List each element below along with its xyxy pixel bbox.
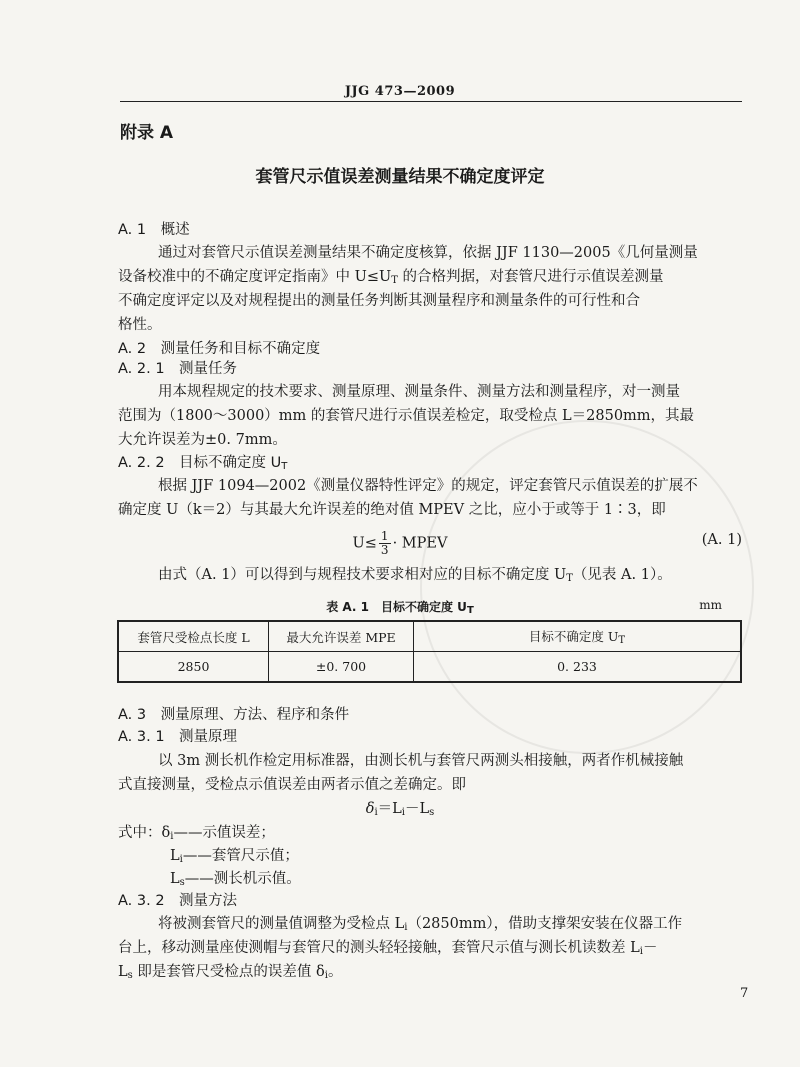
table-header-cell: 套管尺受检点长度 L <box>118 621 269 652</box>
section-a32-heading: A. 3. 2 测量方法 <box>118 893 238 909</box>
a1-paragraph-line-2: 设备校准中的不确定度评定指南》中 $U\le U_T$ 的合格判据，对套管尺进行示值误差测量 <box>118 269 664 286</box>
a31-line-1: 以 3m 测长机作检定用标准器，由测长机与套管尺两测头相接触，两者作机械接触 <box>158 753 684 769</box>
a32-line-1: 将被测套管尺的测量值调整为受检点 $L_i(2850mm)$，借助支撑架安装在仪器工作 <box>158 916 683 933</box>
table-header-cell: 最大允许误差 MPE <box>269 621 414 652</box>
where-line-2: $L_i——$套管尺示值； <box>170 848 299 865</box>
a21-line-1: 用本规程规定的技术要求、测量原理、测量条件、测量方法和测量程序，对一测量 <box>158 384 680 400</box>
equation-delta: $\delta_i=L_i-L_s$ <box>365 801 435 818</box>
appendix-label: 附录 A <box>120 123 174 143</box>
a1-paragraph-line-1: 通过对套管尺示值误差测量结果不确定度核算，依据 JJF 1130—2005《几何量测量 <box>158 245 698 261</box>
section-a1-heading: A. 1 概述 <box>118 222 190 238</box>
a1-paragraph-line-3: 不确定度评定以及对规程提出的测量任务判断其测量程序和测量条件的可行性和合 <box>118 293 640 309</box>
a22-line-1: 根据 JJF 1094—2002《测量仪器特性评定》的规定，评定套管尺示值误差的扩展不 <box>158 478 698 494</box>
a32-line-3: $L_s$ 即是套管尺受检点的误差值 $\delta_i$。 <box>118 964 343 981</box>
table-cell: 2850 <box>118 652 269 683</box>
a22-line-2: 确定度 U（k＝2）与其最大允许误差的绝对值 MPEV 之比，应小于或等于 1∶3，即 <box>118 502 666 518</box>
where-line-3: $L_s——$测长机示值。 <box>170 871 301 888</box>
a21-line-3: 大允许误差为±0. 7mm。 <box>118 432 287 448</box>
section-a31-heading: A. 3. 1 测量原理 <box>118 729 238 745</box>
a21-line-2: 范围为（1800～3000）mm 的套管尺进行示值误差检定，取受检点 L＝2850mm，其最 <box>118 408 695 424</box>
a32-line-2: 台上，移动测量座使测帽与套管尺的测头轻轻接触，套管尺示值与测长机读数差 $L_i-$ <box>118 940 658 957</box>
equation-a1-label: (A. 1) <box>701 532 742 548</box>
table-header-row <box>118 621 741 652</box>
where-line-1: 式中：$\delta_i——$示值误差； <box>118 825 275 842</box>
section-a22-heading: A. 2. 2 目标不确定度 $U_T$ <box>118 455 288 472</box>
header-rule <box>120 101 742 102</box>
equation-a1: U≤ $\frac{1}{3}$ · MPEV <box>352 529 448 557</box>
table-cell: 0. 233 <box>414 652 742 683</box>
section-a3-heading: A. 3 测量原理、方法、程序和条件 <box>118 707 350 723</box>
table-row <box>118 652 741 683</box>
uncertainty-table <box>117 620 742 683</box>
a31-line-2: 式直接测量，受检点示值误差由两者示值之差确定。即 <box>118 777 466 793</box>
table-cell: ±0. 700 <box>269 652 414 683</box>
table-caption: 表 A. 1 目标不确定度 $U_T$ <box>326 600 474 616</box>
page-header-code: JJG 473—2009 <box>344 84 456 99</box>
section-a21-heading: A. 2. 1 测量任务 <box>118 361 238 377</box>
a22-line-3: 由式（A. 1）可以得到与规程技术要求相对应的目标不确定度 $U_T$（见表 A. 1）。 <box>158 567 672 584</box>
document-title: 套管尺示值误差测量结果不确定度评定 <box>255 167 545 187</box>
fraction-one-third: $\frac{1}{3}$ <box>380 529 389 557</box>
a1-paragraph-line-4: 格性。 <box>118 317 162 333</box>
section-a2-heading: A. 2 测量任务和目标不确定度 <box>118 341 321 357</box>
page-number: 7 <box>740 986 749 1001</box>
table-unit: mm <box>699 598 722 612</box>
table-header-cell: 目标不确定度 $U_T$ <box>414 621 742 652</box>
